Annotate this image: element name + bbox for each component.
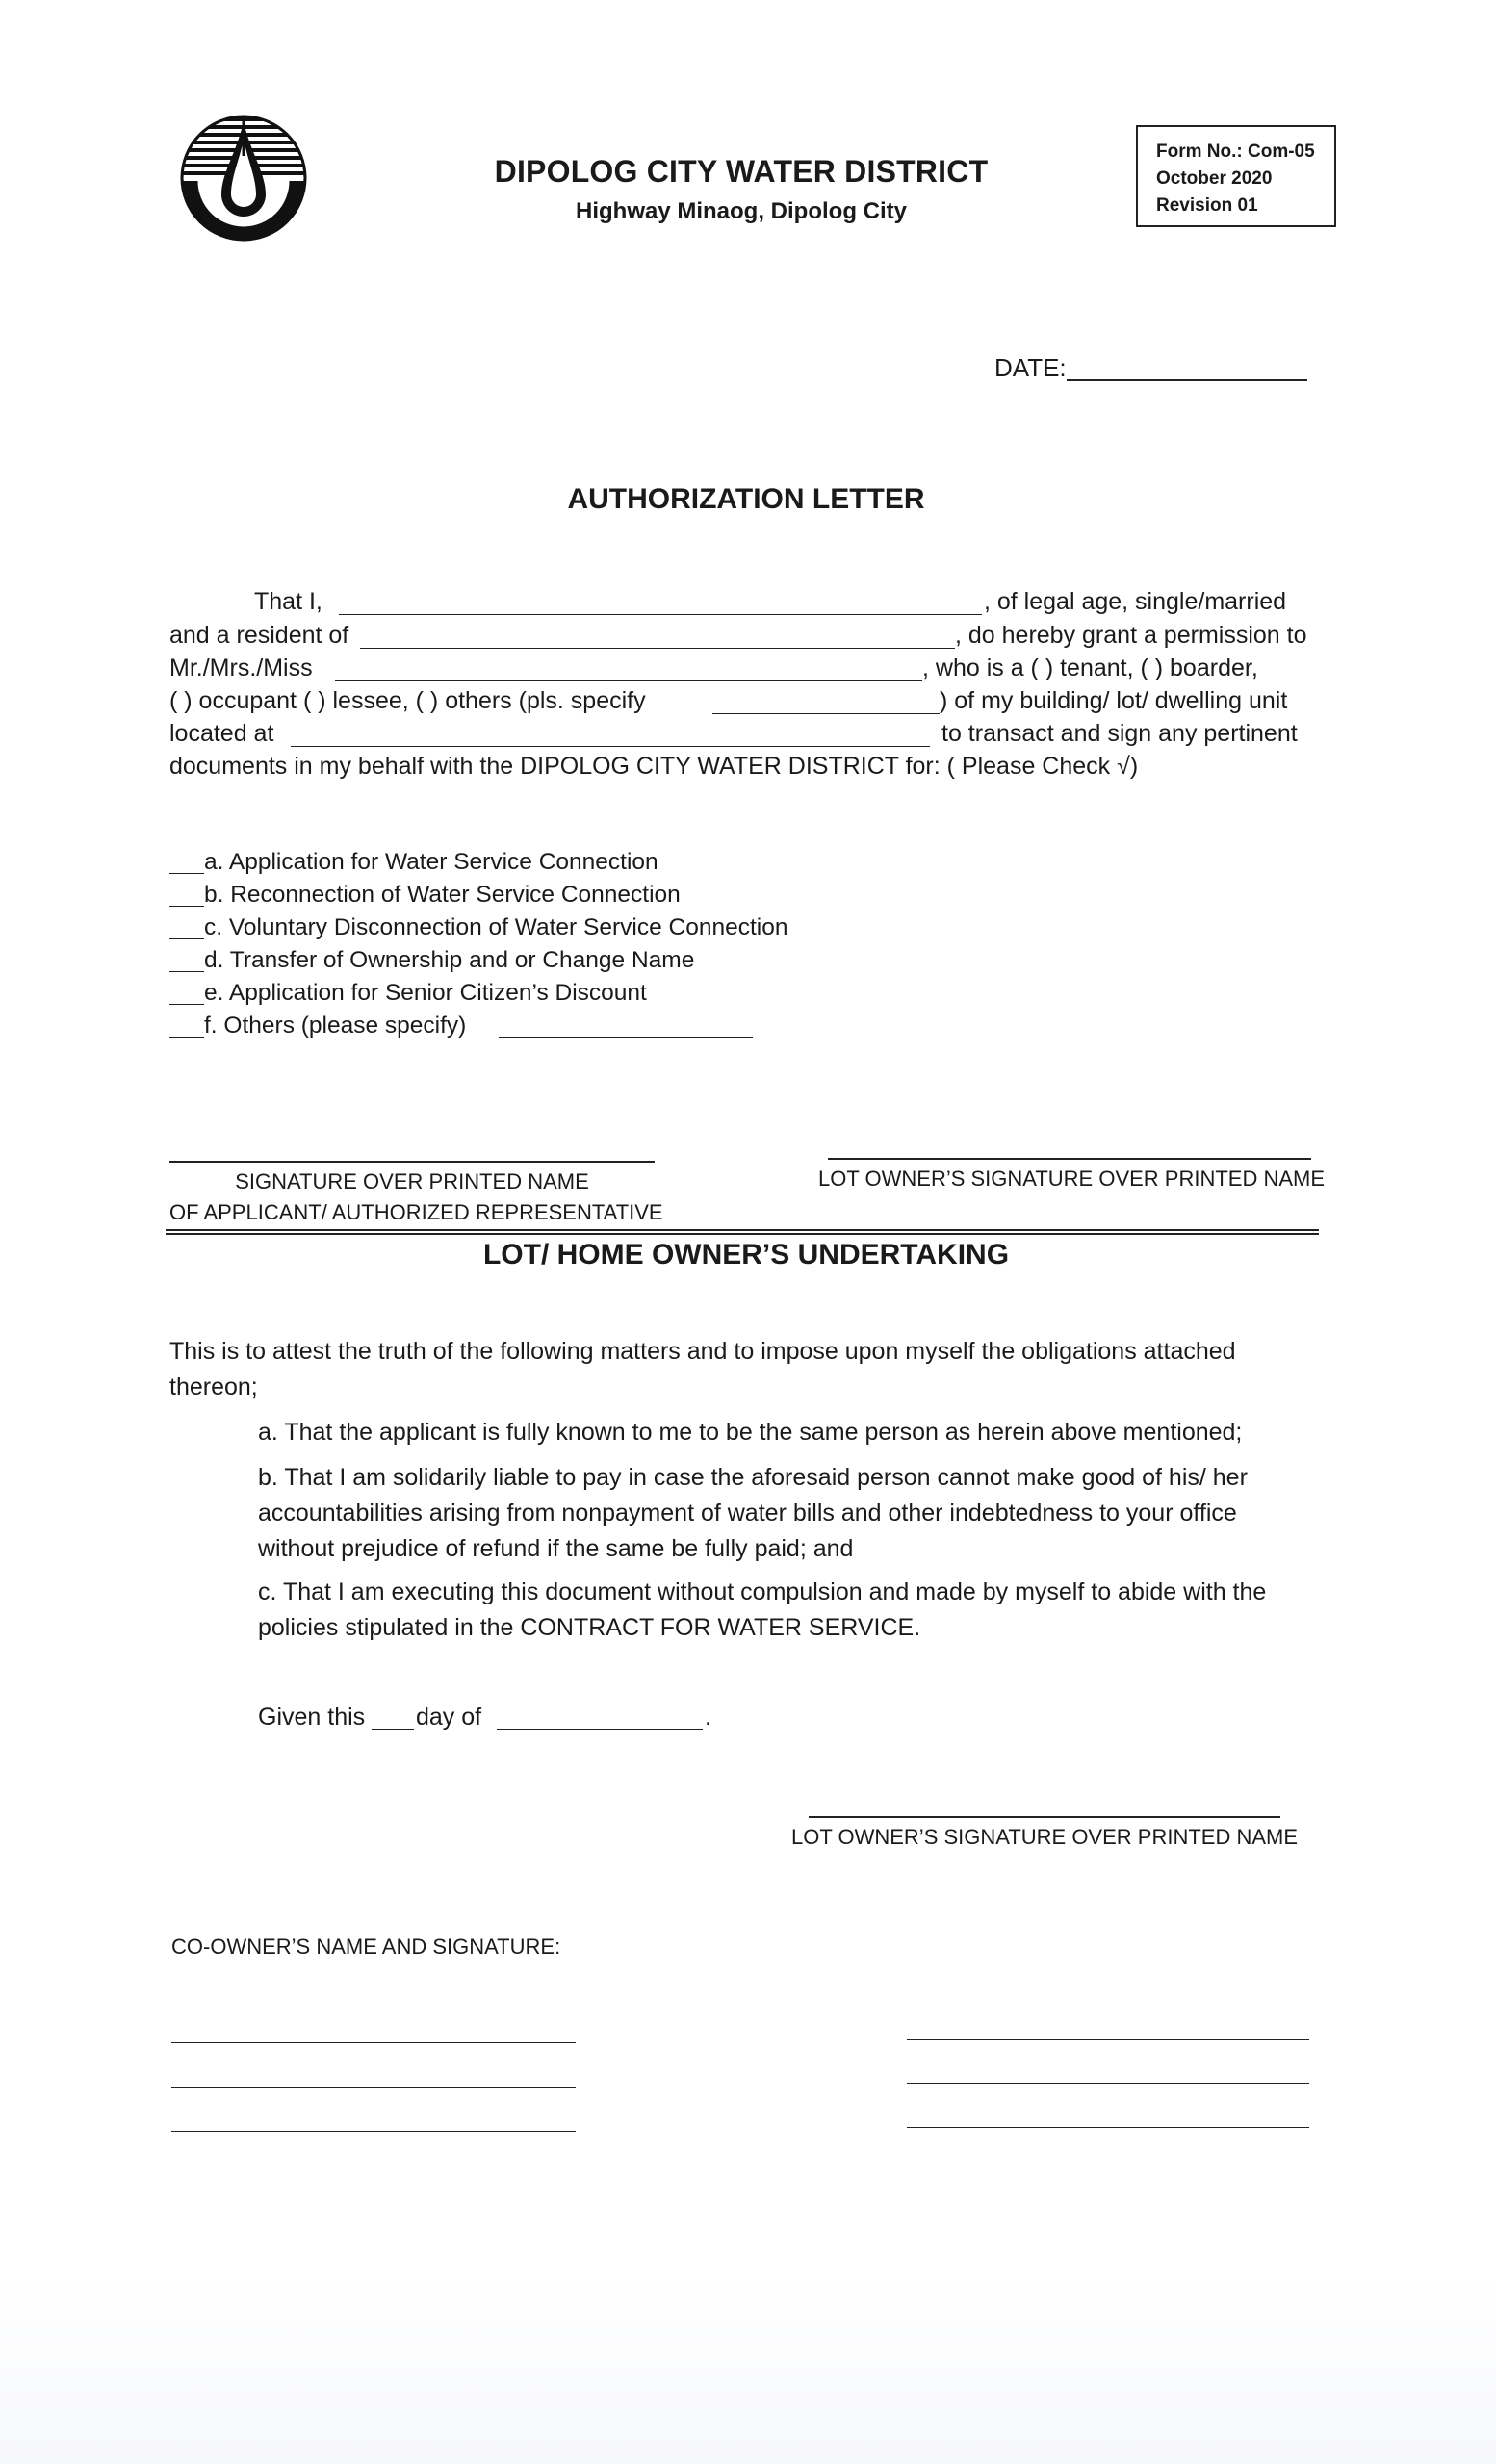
others-specify-field[interactable] bbox=[712, 713, 940, 714]
checklist-item-f: f. Others (please specify) bbox=[204, 1013, 467, 1039]
water-drop-logo-icon bbox=[179, 114, 308, 243]
co-owner-label: CO-OWNER’S NAME AND SIGNATURE: bbox=[171, 1935, 561, 1959]
page-shade bbox=[0, 2272, 1496, 2464]
undertaking-title: LOT/ HOME OWNER’S UNDERTAKING bbox=[482, 1239, 1010, 1270]
divider bbox=[166, 1233, 1319, 1235]
grantee-name-field[interactable] bbox=[335, 680, 922, 681]
body-line2-start: and a resident of bbox=[169, 622, 349, 649]
residence-field[interactable] bbox=[360, 648, 955, 649]
form-date: October 2020 bbox=[1156, 168, 1273, 189]
checklist-blank-e[interactable] bbox=[169, 1004, 204, 1005]
checklist-item-a: a. Application for Water Service Connection bbox=[204, 849, 658, 875]
location-field[interactable] bbox=[291, 746, 930, 747]
body-line3-start: Mr./Mrs./Miss bbox=[169, 654, 313, 681]
body-line1-end: , of legal age, single/married bbox=[984, 588, 1287, 615]
body-line5-end: to transact and sign any pertinent bbox=[941, 720, 1298, 747]
applicant-signature-label-2: OF APPLICANT/ AUTHORIZED REPRESENTATIVE bbox=[169, 1200, 663, 1224]
body-line4-start: ( ) occupant ( ) lessee, ( ) others (pls. specify bbox=[169, 687, 646, 714]
body-line3-end: , who is a ( ) tenant, ( ) boarder, bbox=[922, 654, 1258, 681]
body-line5-start: located at bbox=[169, 720, 274, 747]
lot-owner-undertaking-signature-line[interactable] bbox=[809, 1816, 1280, 1818]
given-day-label: day of bbox=[416, 1704, 482, 1731]
checklist-blank-a[interactable] bbox=[169, 873, 204, 874]
body-line6: documents in my behalf with the DIPOLOG CITY WATER DISTRICT for: ( Please Check √) bbox=[169, 753, 1139, 780]
lot-owner-signature-label: LOT OWNER’S SIGNATURE OVER PRINTED NAME bbox=[818, 1167, 1326, 1191]
others-field[interactable] bbox=[499, 1037, 753, 1038]
org-name: DIPOLOG CITY WATER DISTRICT bbox=[494, 154, 989, 189]
co-owner-field-2[interactable] bbox=[171, 2087, 576, 2088]
body-line2-end: , do hereby grant a permission to bbox=[955, 622, 1307, 649]
lot-owner-undertaking-signature-label: LOT OWNER’S SIGNATURE OVER PRINTED NAME bbox=[790, 1825, 1299, 1849]
checklist-blank-b[interactable] bbox=[169, 906, 204, 907]
given-label: Given this bbox=[258, 1704, 366, 1731]
given-period: . bbox=[705, 1704, 711, 1731]
page-title: AUTHORIZATION LETTER bbox=[567, 483, 925, 515]
checklist-item-b: b. Reconnection of Water Service Connection bbox=[204, 882, 681, 908]
lot-owner-signature-line[interactable] bbox=[828, 1158, 1311, 1160]
applicant-signature-line[interactable] bbox=[169, 1161, 655, 1163]
co-owner-field-5[interactable] bbox=[907, 2083, 1309, 2084]
undertaking-item-c: c. That I am executing this document without compulsion and made by myself to abide with the policies stipulated in the CONTRACT FOR WATER SERVICE. bbox=[258, 1578, 1267, 1641]
body-line4-end: ) of my building/ lot/ dwelling unit bbox=[940, 687, 1288, 714]
date-label: DATE: bbox=[994, 353, 1067, 382]
checklist-item-e: e. Application for Senior Citizen’s Discount bbox=[204, 980, 647, 1006]
given-month-field[interactable] bbox=[497, 1729, 703, 1730]
co-owner-field-3[interactable] bbox=[171, 2131, 576, 2132]
co-owner-field-1[interactable] bbox=[171, 2042, 576, 2043]
undertaking-item-b: b. That I am solidarily liable to pay in case the aforesaid person cannot make good of his/ her accountabilities arising from nonpayment of water bills and other indebtedness to your office without prejudice of refund if the same be fully paid; and bbox=[258, 1464, 1248, 1562]
checklist-item-d: d. Transfer of Ownership and or Change Name bbox=[204, 947, 695, 973]
undertaking-item-a: a. That the applicant is fully known to me to be the same person as herein above mentioned; bbox=[258, 1419, 1243, 1446]
given-day-field[interactable] bbox=[372, 1729, 414, 1730]
form-info-box bbox=[1136, 125, 1336, 227]
grantor-name-field[interactable] bbox=[339, 614, 982, 615]
org-address: Highway Minaog, Dipolog City bbox=[576, 198, 907, 224]
form-revision: Revision 01 bbox=[1156, 195, 1258, 216]
form-number: Form No.: Com-05 bbox=[1156, 141, 1315, 162]
undertaking-intro: This is to attest the truth of the following matters and to impose upon myself the obligations attached thereon; bbox=[169, 1338, 1236, 1400]
co-owner-field-6[interactable] bbox=[907, 2127, 1309, 2128]
checklist-item-c: c. Voluntary Disconnection of Water Service Connection bbox=[204, 914, 788, 940]
checklist-blank-d[interactable] bbox=[169, 971, 204, 972]
checklist-blank-f[interactable] bbox=[169, 1037, 204, 1038]
co-owner-field-4[interactable] bbox=[907, 2039, 1309, 2040]
divider bbox=[166, 1229, 1319, 1231]
applicant-signature-label-1: SIGNATURE OVER PRINTED NAME bbox=[235, 1169, 589, 1194]
checklist-blank-c[interactable] bbox=[169, 938, 204, 939]
date-field[interactable] bbox=[1067, 379, 1307, 381]
body-line1-start: That I, bbox=[254, 588, 322, 615]
